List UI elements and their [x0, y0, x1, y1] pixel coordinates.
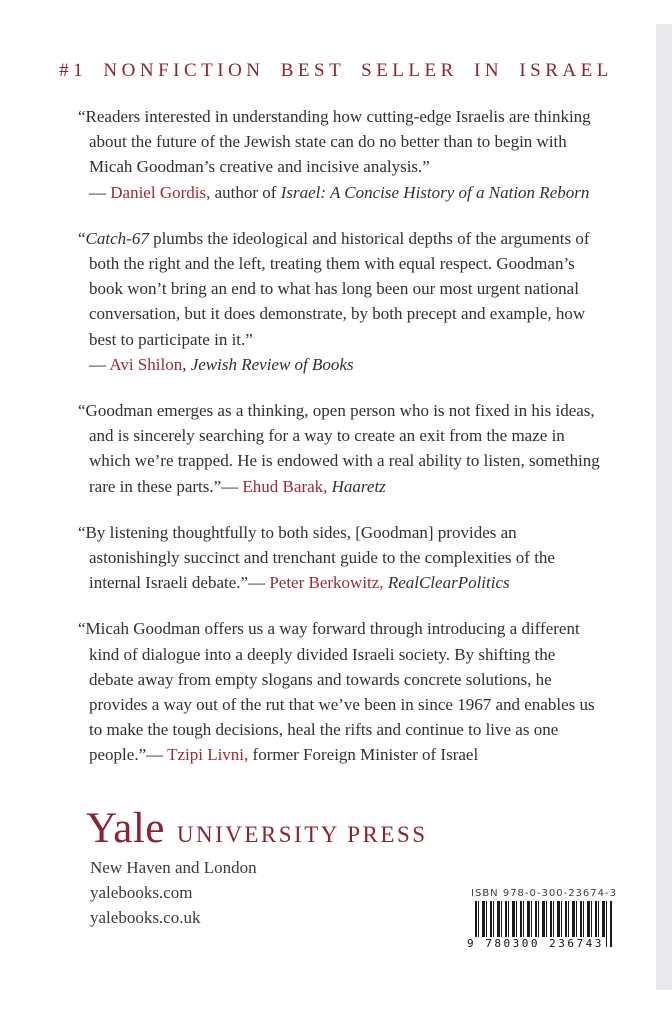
work-title: Haaretz: [331, 476, 386, 496]
quote-text: “By listening thoughtfully to both sides, [Goodman] provides an astonishingly succinct and trenchant guide to the complexities of the internal Israeli debate.”—: [78, 522, 555, 593]
publisher-section: [86, 806, 428, 930]
quote-text: “Goodman emerges as a thinking, open person who is not fixed in his ideas, and is sincerely searching for a way to create an exit from the maze in which we’re trapped. He is endowed with a real ability to listen, something rare in these parts.”—: [78, 401, 600, 496]
quote-paragraph: [78, 398, 602, 499]
publisher-website-com: yalebooks.com: [90, 883, 193, 902]
publisher-logo-line: [86, 806, 428, 852]
work-title: Catch-67: [85, 228, 149, 248]
publisher-website-couk: yalebooks.co.uk: [90, 908, 201, 927]
attribution-name: Daniel Gordis,: [110, 182, 211, 202]
attribution-name: Avi Shilon: [109, 354, 183, 374]
university-press-label: UNIVERSITY PRESS: [176, 822, 428, 847]
quote-text: former Foreign Minister of Israel: [248, 745, 479, 765]
quote-paragraph: [78, 520, 602, 596]
work-title: Israel: A Concise History of a Nation Reborn: [280, 182, 590, 202]
quote-paragraph: [78, 616, 602, 767]
publisher-address: New Haven and London: [90, 858, 257, 877]
quote-paragraph: [78, 104, 602, 205]
quote-text: “Readers interested in understanding how cutting-edge Israelis are thinking about the future of the Jewish state can do no better than to begin with Micah Goodman’s creative and incisive analysis.”: [78, 107, 591, 177]
attribution-name: Ehud Barak,: [242, 476, 328, 496]
page-edge-strip: [656, 24, 672, 990]
quote-text: author of: [210, 182, 281, 202]
quote-text: —: [89, 182, 111, 202]
barcode-bars-icon: [467, 901, 613, 950]
quote-text: —: [89, 354, 110, 374]
quote-paragraph: [78, 226, 602, 377]
yale-logo: Yale: [86, 805, 165, 852]
barcode-block: [467, 888, 620, 950]
barcode-digits: 9 780300 236743: [467, 937, 604, 950]
quote-text: plumbs the ideological and historical depths of the arguments of both the right and the left, treating them with equal respect. Goodman’s book won’t bring an end to what has long been our most urgent national conversation, but it does demonstrate, by both precept and example, how best to participate in it.”: [89, 228, 590, 349]
quote-text: ,: [182, 354, 191, 374]
quotes-section: [78, 104, 602, 789]
attribution-name: Peter Berkowitz,: [269, 573, 384, 593]
bestseller-headline: #1 NONFICTION BEST SELLER IN ISRAEL: [59, 60, 613, 81]
work-title: RealClearPolitics: [387, 573, 510, 593]
quote-text: “Micah Goodman offers us a way forward through introducing a different kind of dialogue into a deeply divided Israeli society. By shifting the debate away from empty slogans and towards concrete solutions, he provides a way out of the rut that we’ve been in since 1967 and enables us to make the tough decisions, heal the rifts and continue to live as one people.”—: [78, 619, 595, 765]
attribution-name: Tzipi Livni,: [167, 745, 249, 765]
quote-text: “: [78, 228, 86, 248]
work-title: Jewish Review of Books: [190, 354, 354, 374]
isbn-label: ISBN 978-0-300-23674-3: [471, 888, 617, 899]
